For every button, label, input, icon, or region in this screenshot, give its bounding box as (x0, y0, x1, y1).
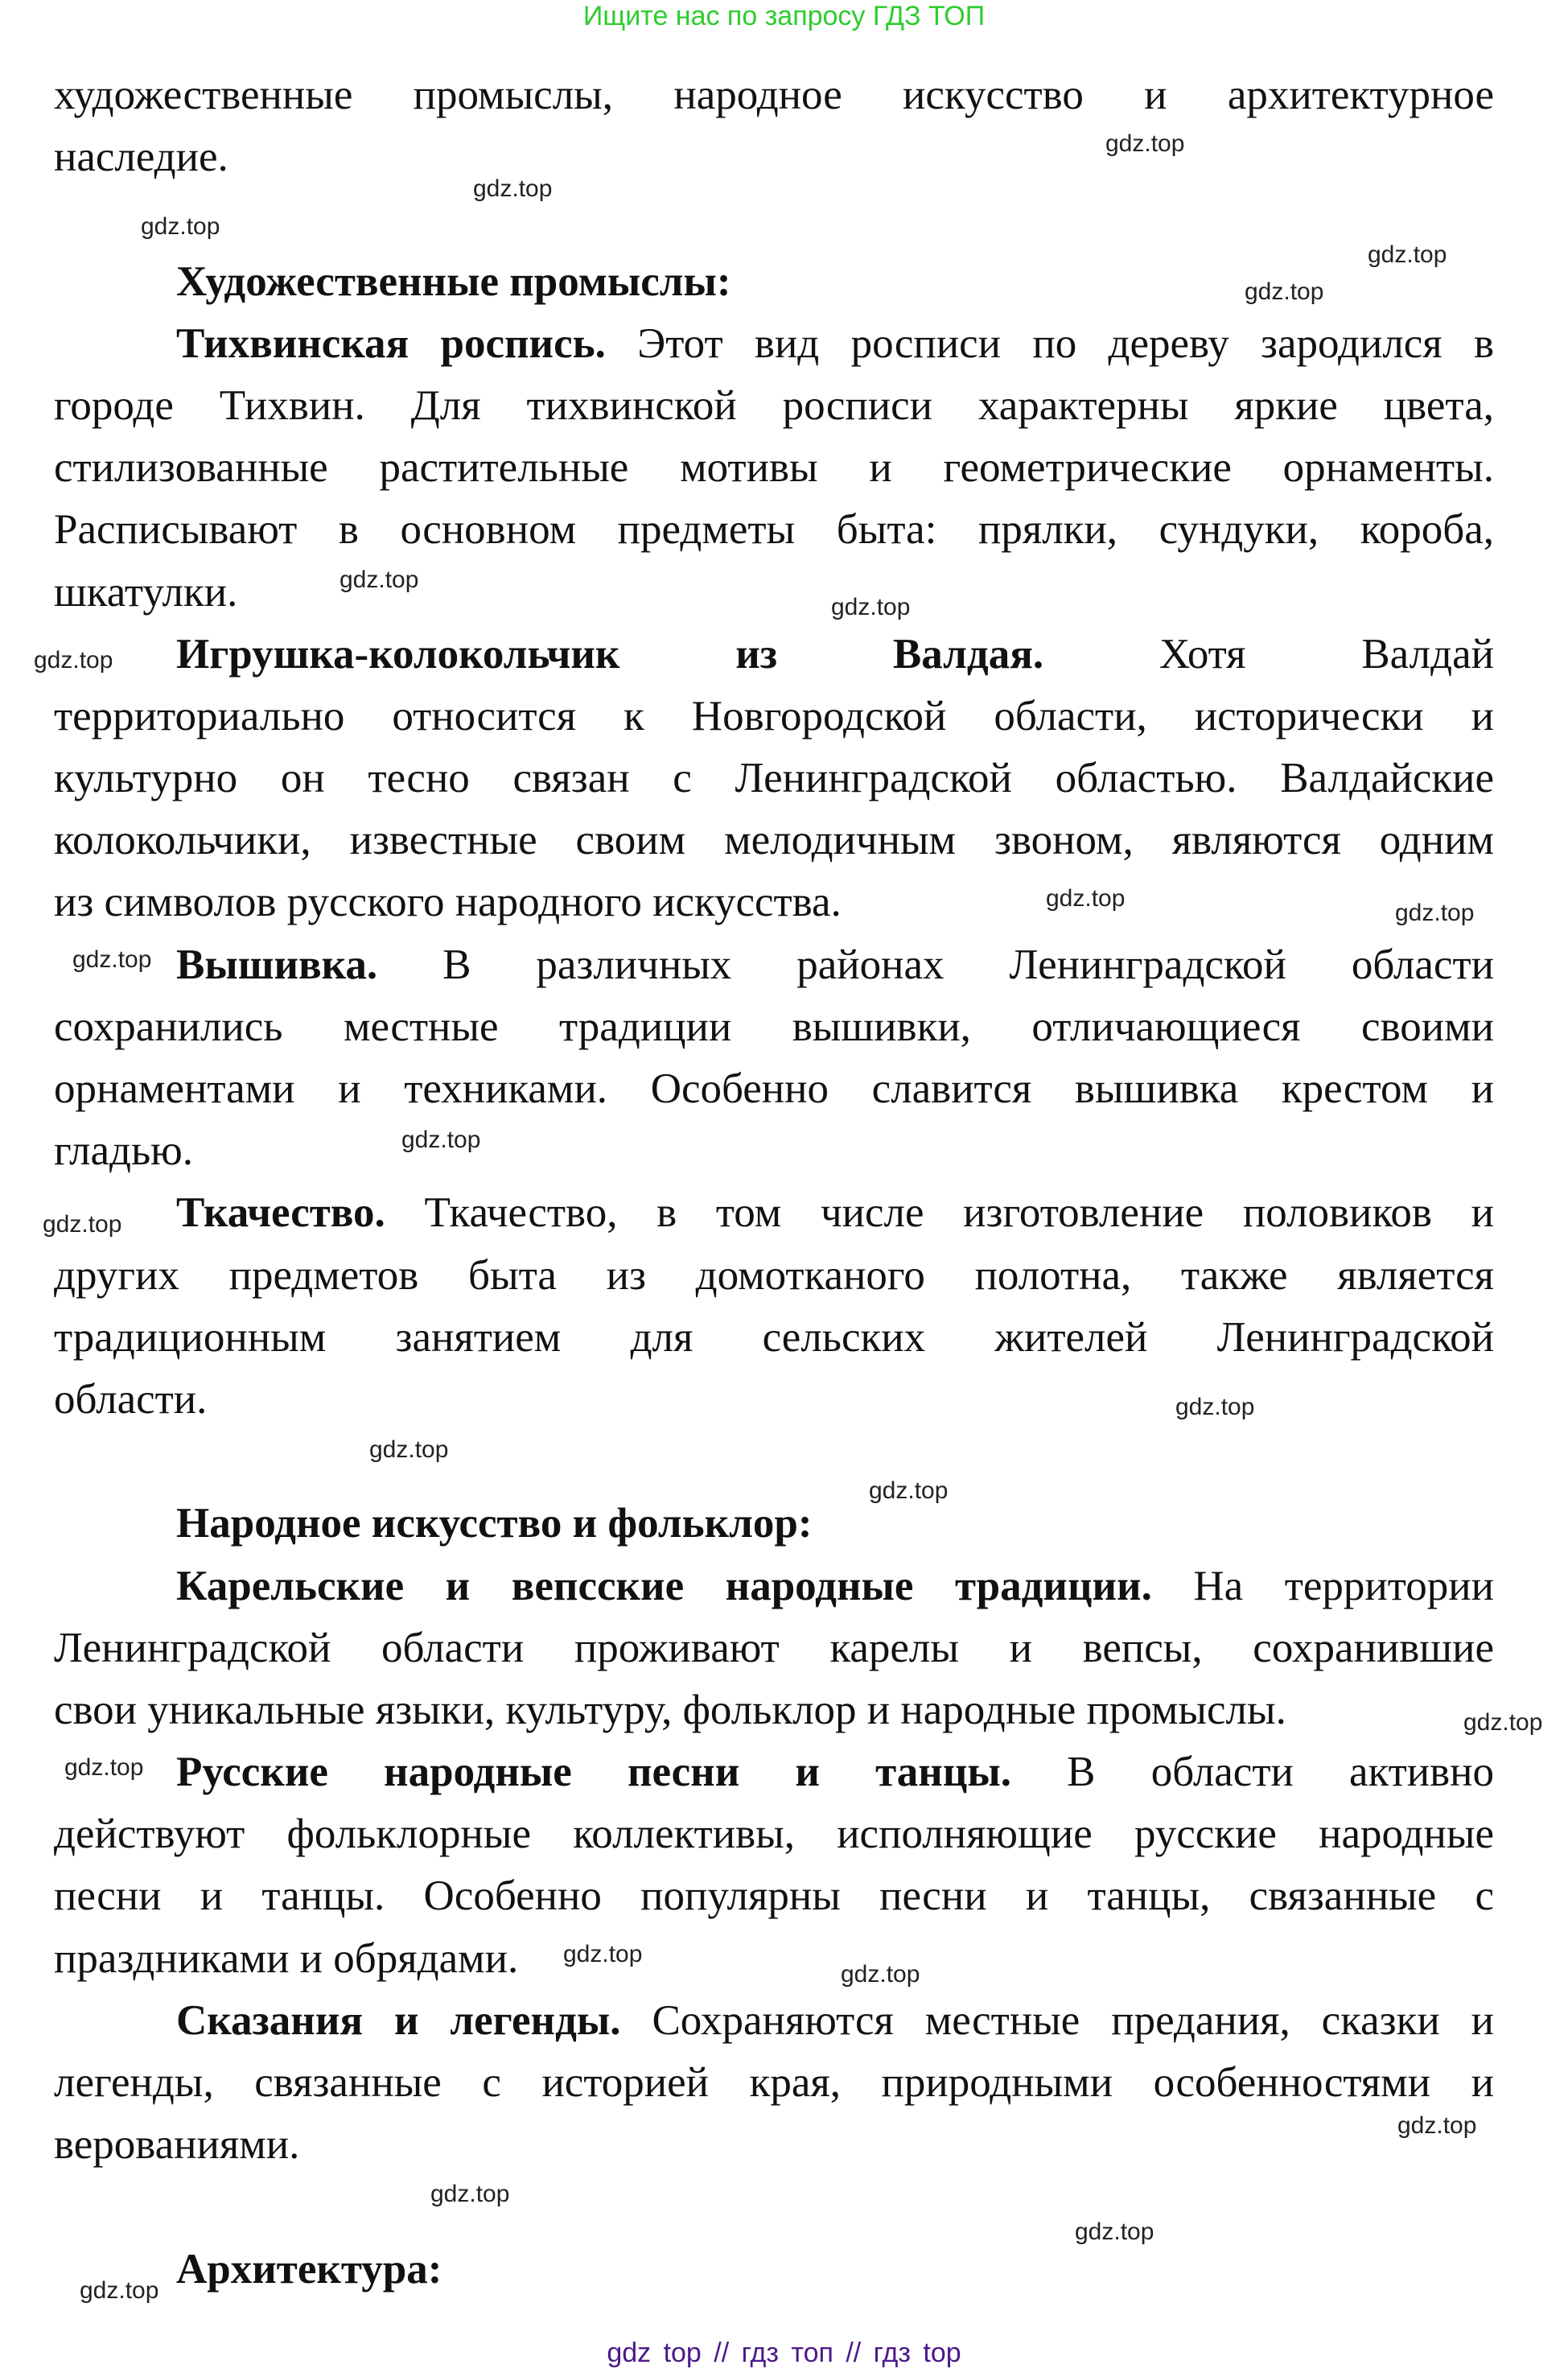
blank-line (54, 188, 1494, 250)
text-line (54, 1803, 1494, 1865)
text-line (54, 313, 1494, 375)
text-line (54, 624, 1494, 686)
text-line (54, 1741, 1494, 1803)
watermark: gdz.top (430, 2181, 510, 2207)
line-text: Расписывают в основном предметы быта: прялки, сундуки, короба, (54, 506, 1494, 554)
line-text: действуют фольклорные коллективы, исполняющие русские народные (54, 1811, 1494, 1858)
line-text: В различных районах Ленинградской области (377, 941, 1494, 988)
text-line (54, 934, 1494, 996)
line-text: культурно он тесно связан с Ленинградской областью. Валдайские (54, 755, 1494, 802)
watermark: gdz.top (563, 1941, 643, 1967)
blank-line (54, 2176, 1494, 2238)
line-text: городе Тихвин. Для тихвинской росписи характерны яркие цвета, (54, 381, 1494, 429)
line-text: Ткачество, в том числе изготовление половиков и (385, 1189, 1494, 1237)
line-text: орнаментами и техниками. Особенно славится вышивка крестом и (54, 1065, 1494, 1112)
text-line (54, 562, 1494, 624)
bold-term: Сказания и легенды. (176, 1996, 621, 2044)
bold-term: Тихвинская роспись. (176, 319, 606, 367)
bold-term: Вышивка. (176, 941, 378, 988)
watermark: gdz.top (72, 946, 152, 973)
line-text: песни и танцы. Особенно популярны песни и танцы, связанные с (54, 1872, 1494, 1920)
text-line (54, 375, 1494, 437)
watermark: gdz.top (34, 647, 113, 674)
text-line (54, 64, 1494, 126)
bold-term: Карельские и вепсские народные традиции. (176, 1562, 1152, 1609)
line-text: шкатулки. (54, 568, 238, 616)
watermark: gdz.top (831, 594, 911, 620)
watermark: gdz.top (1368, 241, 1447, 268)
blank-line (54, 1431, 1494, 1493)
line-text: сохранились местные традиции вышивки, отличающиеся своими (54, 1003, 1494, 1050)
text-line (54, 126, 1494, 188)
watermark: gdz.top (1105, 130, 1185, 157)
text-line (54, 686, 1494, 748)
line-text: наследие. (54, 134, 228, 181)
text-line (54, 2052, 1494, 2114)
text-line (54, 1865, 1494, 1927)
section-heading (54, 2239, 1494, 2301)
text-line (54, 1679, 1494, 1741)
text-line (54, 2114, 1494, 2176)
watermark: gdz.top (80, 2277, 159, 2304)
text-line (54, 1555, 1494, 1617)
top-banner: Ищите нас по запросу ГДЗ ТОП (582, 1, 986, 31)
line-text: Сохраняются местные предания, сказки и (620, 1996, 1494, 2044)
watermark: gdz.top (43, 1211, 122, 1238)
bold-term: Художественные промыслы: (176, 257, 731, 305)
line-text: колокольчики, известные своим мелодичным звоном, являются одним (54, 817, 1494, 864)
bold-term: Русские народные песни и танцы. (176, 1749, 1012, 1796)
watermark: gdz.top (869, 1477, 949, 1504)
line-text: других предметов быта из домотканого полотна, также является (54, 1251, 1494, 1299)
line-text: верованиями. (54, 2121, 300, 2169)
text-line (54, 810, 1494, 871)
watermark: gdz.top (1075, 2219, 1154, 2245)
watermark: gdz.top (841, 1961, 920, 1988)
text-line (54, 1182, 1494, 1244)
watermark: gdz.top (369, 1436, 449, 1463)
text-line (54, 1990, 1494, 2052)
watermark: gdz.top (401, 1127, 481, 1153)
section-heading (54, 1493, 1494, 1555)
text-line (54, 1058, 1494, 1120)
line-text: области. (54, 1375, 208, 1423)
text-line (54, 499, 1494, 561)
watermark: gdz.top (1463, 1709, 1543, 1736)
line-text: из символов русского народного искусства. (54, 879, 842, 926)
document-body (54, 64, 1494, 2301)
bold-term: Ткачество. (176, 1189, 385, 1237)
line-text: свои уникальные языки, культуру, фольклор и народные промыслы. (54, 1686, 1286, 1733)
line-text: стилизованные растительные мотивы и геометрические орнаменты. (54, 444, 1494, 492)
line-text: В области активно (1011, 1749, 1495, 1796)
bold-term: Архитектура: (176, 2245, 442, 2293)
text-line (54, 1307, 1494, 1369)
line-text: Этот вид росписи по дереву зародился в (605, 319, 1495, 367)
text-line (54, 1928, 1494, 1990)
text-line (54, 1245, 1494, 1307)
watermark: gdz.top (1395, 900, 1475, 926)
line-text: территориально относится к Новгородской области, исторически и (54, 692, 1494, 740)
text-line (54, 871, 1494, 933)
line-text: легенды, связанные с историей края, природными особенностями и (54, 2059, 1494, 2106)
text-line (54, 1369, 1494, 1431)
text-line (54, 437, 1494, 499)
watermark: gdz.top (340, 566, 419, 593)
line-text: На территории (1151, 1562, 1494, 1609)
bold-term: Народное искусство и фольклор: (176, 1500, 813, 1547)
watermark: gdz.top (64, 1754, 144, 1781)
watermark: gdz.top (1245, 278, 1324, 305)
text-line (54, 996, 1494, 1058)
footer-banner: gdz top // гдз топ // гдз top (607, 2338, 961, 2368)
watermark: gdz.top (1046, 885, 1126, 912)
line-text: гладью. (54, 1127, 194, 1175)
line-text: традиционным занятием для сельских жителей Ленинградской (54, 1313, 1494, 1361)
watermark: gdz.top (1175, 1394, 1255, 1420)
text-line (54, 1617, 1494, 1679)
watermark: gdz.top (1397, 2112, 1477, 2139)
line-text: художественные промыслы, народное искусство и архитектурное (54, 72, 1494, 118)
watermark: gdz.top (141, 213, 220, 240)
text-line (54, 1120, 1494, 1182)
bold-term: Игрушка-колокольчик из Валдая. (176, 630, 1044, 678)
watermark: gdz.top (473, 175, 553, 202)
text-line (54, 748, 1494, 810)
line-text: Хотя Валдай (1043, 630, 1494, 678)
line-text: праздниками и обрядами. (54, 1934, 519, 1982)
line-text: Ленинградской области проживают карелы и вепсы, сохранившие (54, 1624, 1494, 1671)
